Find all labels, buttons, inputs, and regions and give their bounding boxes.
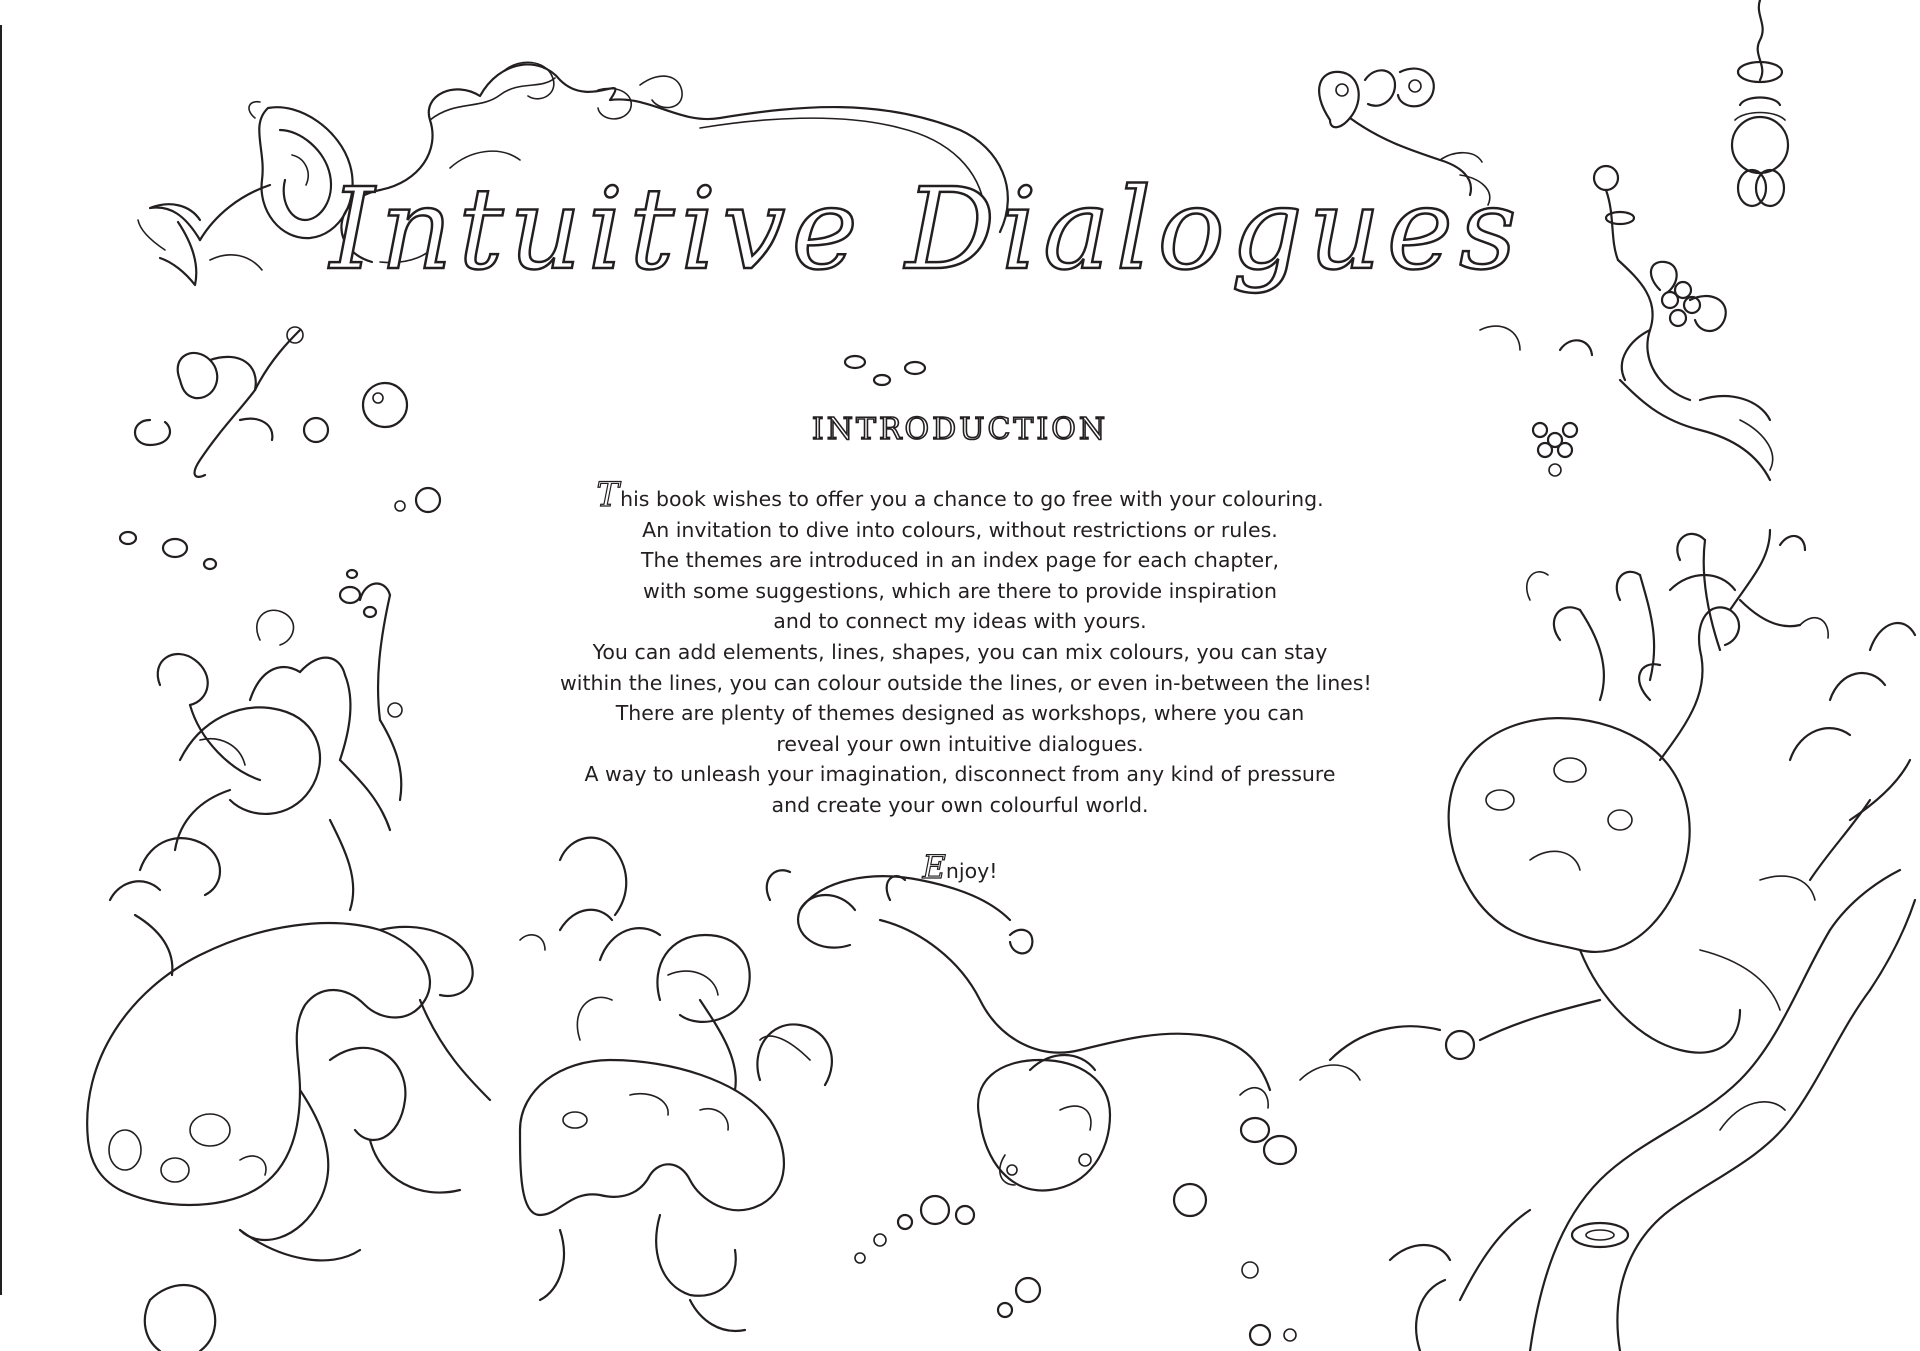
bottom-bubbles xyxy=(855,1184,1296,1345)
intro-line: An invitation to dive into colours, without restrictions or rules. xyxy=(642,517,1278,542)
page-title: Intuitive Dialogues xyxy=(330,165,1523,295)
bottom-left-sprout xyxy=(145,1285,215,1351)
right-small-flowers xyxy=(1533,282,1700,476)
middle-swirl-vine xyxy=(767,870,1270,1090)
closing-text xyxy=(860,848,1060,886)
intro-line: reveal your own intuitive dialogues. xyxy=(776,731,1144,756)
intro-line: and to connect my ideas with yours. xyxy=(773,609,1147,634)
intro-line: and create your own colourful world. xyxy=(771,792,1149,817)
intro-line: The themes are introduced in an index page for each chapter, xyxy=(640,548,1280,573)
top-left-flower xyxy=(138,102,353,285)
center-flowers xyxy=(520,838,832,1090)
intro-line: with some suggestions, which are there to provide inspiration xyxy=(643,578,1277,603)
right-organic-balloon xyxy=(1449,530,1829,1053)
intro-line: within the lines, you can colour outside the lines, or even in-between the lines! xyxy=(560,670,1372,695)
intro-line: A way to unleash your imagination, disconnect from any kind of pressure xyxy=(584,762,1336,787)
left-floating-creature xyxy=(135,327,328,477)
section-heading: INTRODUCTION xyxy=(811,412,1109,447)
closing-rest: njoy! xyxy=(945,859,998,883)
right-tree-tentacles xyxy=(1300,623,1915,1351)
intro-line: You can add elements, lines, shapes, you can mix colours, you can stay xyxy=(592,639,1328,664)
introduction-text xyxy=(560,475,1372,821)
right-vine-top xyxy=(1480,166,1773,480)
bottom-left-foliage xyxy=(110,584,402,975)
bottom-left-mushroom xyxy=(87,923,490,1260)
pot-creature xyxy=(978,1055,1296,1190)
drop-cap: E xyxy=(922,848,946,886)
intro-line: This book wishes to offer you a chance to go free with your colouring. xyxy=(596,475,1324,515)
hanging-ornament xyxy=(1732,0,1788,206)
intro-line: There are plenty of themes designed as workshops, where you can xyxy=(615,701,1305,726)
center-bottom-mushroom xyxy=(520,1060,784,1331)
drop-cap: T xyxy=(596,475,620,515)
